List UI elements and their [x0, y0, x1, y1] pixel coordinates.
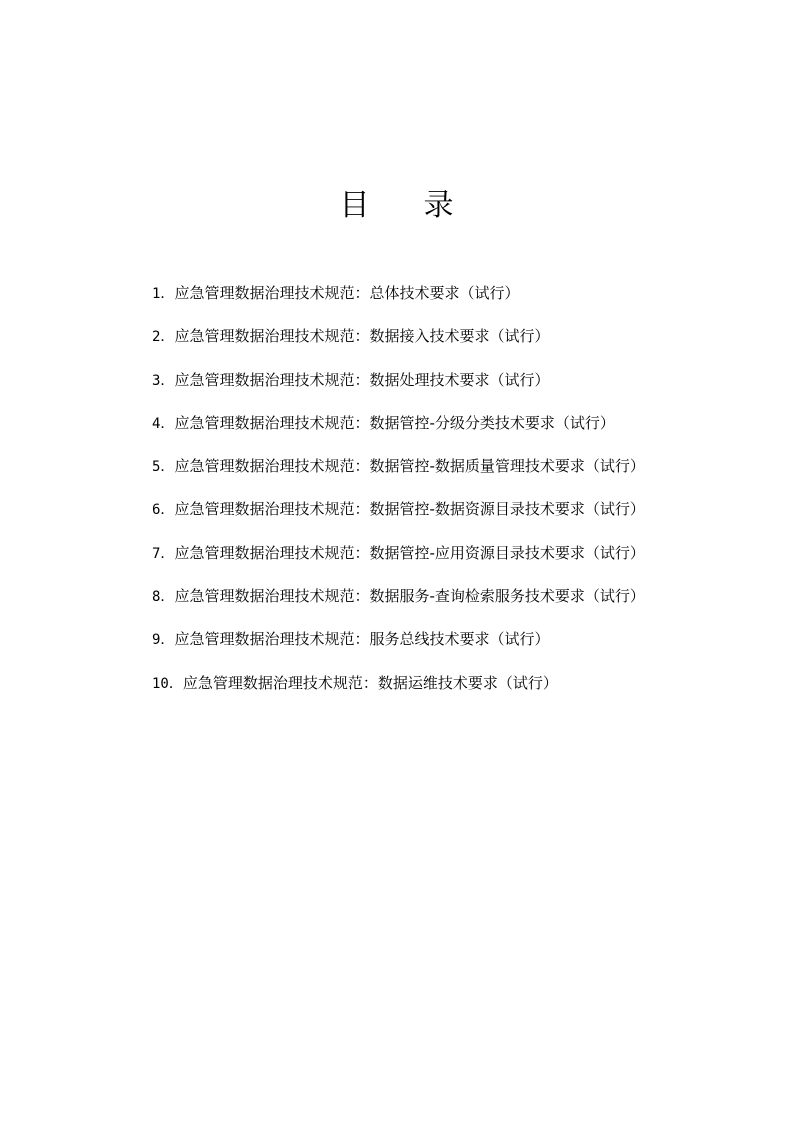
toc-item-5	[152, 453, 772, 496]
toc-item-text: 应急管理数据治理技术规范：数据服务-查询检索服务技术要求（试行）	[174, 587, 645, 606]
toc-item-1	[152, 280, 772, 323]
toc-title-char-2: 录	[423, 188, 454, 223]
toc-item-7	[152, 540, 772, 583]
toc-item-number: 3．	[152, 372, 175, 389]
toc-list	[152, 280, 772, 713]
toc-item-9	[152, 626, 772, 669]
toc-item-6	[152, 496, 772, 539]
toc-item-text: 应急管理数据治理技术规范：数据处理技术要求（试行）	[174, 370, 550, 389]
toc-item-text: 应急管理数据治理技术规范：数据管控-数据资源目录技术要求（试行）	[174, 500, 645, 519]
toc-item-text: 应急管理数据治理技术规范：数据接入技术要求（试行）	[174, 327, 550, 346]
toc-item-8	[152, 583, 772, 626]
toc-item-number: 5．	[152, 459, 175, 476]
toc-item-text: 应急管理数据治理技术规范：数据管控-分级分类技术要求（试行）	[174, 413, 615, 432]
toc-item-text: 应急管理数据治理技术规范：服务总线技术要求（试行）	[174, 630, 550, 649]
toc-item-10	[152, 670, 772, 713]
toc-item-4	[152, 410, 772, 453]
toc-item-number: 8．	[152, 589, 175, 606]
toc-item-2	[152, 323, 772, 366]
toc-item-number: 10．	[152, 675, 183, 692]
toc-item-text: 应急管理数据治理技术规范：数据管控-应用资源目录技术要求（试行）	[174, 543, 645, 562]
toc-item-number: 9．	[152, 632, 175, 649]
toc-item-number: 2．	[152, 329, 175, 346]
toc-item-text: 应急管理数据治理技术规范：数据管控-数据质量管理技术要求（试行）	[174, 457, 645, 476]
toc-item-text: 应急管理数据治理技术规范：总体技术要求（试行）	[174, 284, 520, 302]
toc-item-number: 4．	[152, 415, 175, 432]
toc-item-text: 应急管理数据治理技术规范：数据运维技术要求（试行）	[182, 673, 558, 692]
toc-item-number: 6．	[152, 502, 175, 519]
toc-item-number: 7．	[152, 545, 175, 562]
toc-item-number: 1．	[152, 286, 175, 302]
toc-item-3	[152, 367, 772, 410]
toc-title-char-1: 目	[339, 188, 370, 223]
toc-title	[0, 186, 793, 226]
